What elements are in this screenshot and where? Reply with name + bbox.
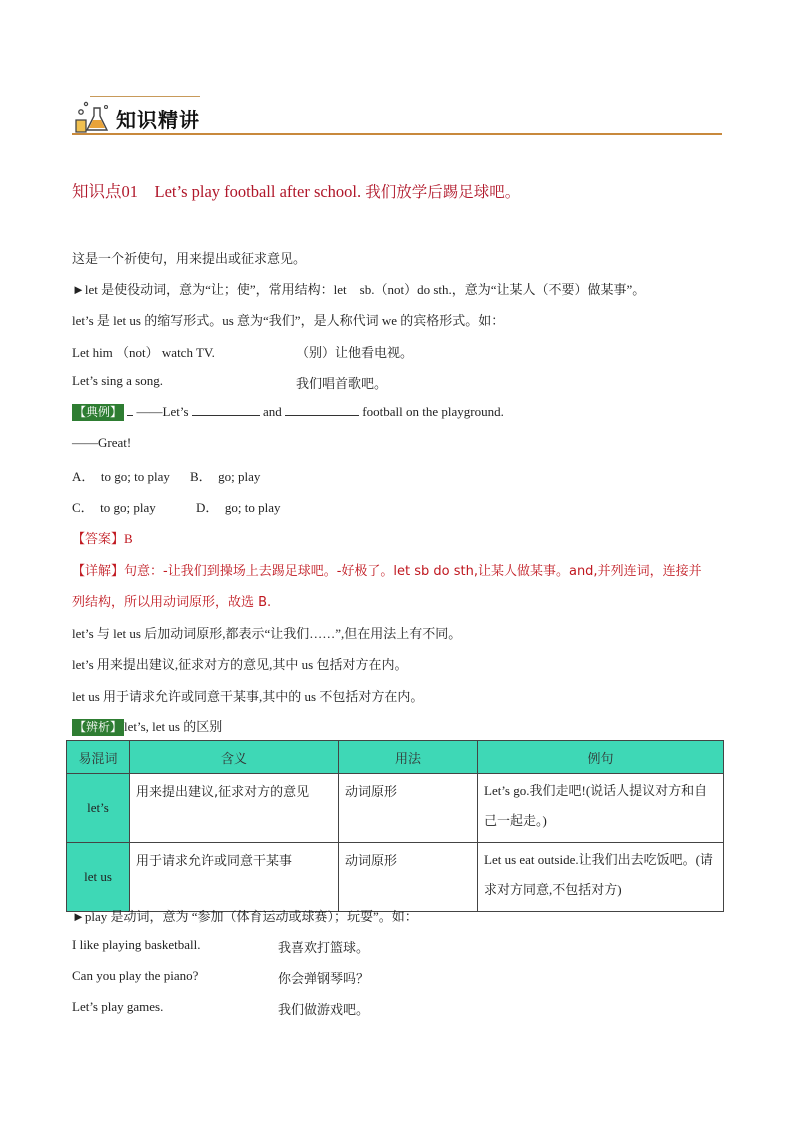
note-line: let’s 用来提出建议,征求对方的意见,其中 us 包括对方在内。 bbox=[72, 657, 408, 672]
answer-blank bbox=[127, 403, 133, 416]
answer-tag: 【答案】 bbox=[72, 532, 125, 547]
option-b bbox=[190, 466, 260, 485]
example-english: Can you play the piano? bbox=[72, 968, 199, 983]
table-cell-meaning: 用来提出建议,征求对方的意见 bbox=[130, 774, 339, 843]
example-chinese: 你会弹钢琴吗？ bbox=[278, 972, 370, 987]
table-header: 易混词 bbox=[67, 741, 130, 774]
example-english: Let’s play games. bbox=[72, 999, 164, 1014]
table-cell-usage: 动词原形 bbox=[339, 843, 478, 912]
header-rule bbox=[72, 133, 722, 135]
example-question bbox=[72, 403, 504, 421]
question-text: football on the playground. bbox=[362, 404, 504, 419]
text-line: 这是一个祈使句，用来提出或征求意见。 bbox=[72, 252, 307, 267]
example-chinese: 我们唱首歌吧。 bbox=[296, 377, 388, 392]
analysis-line bbox=[72, 716, 222, 736]
question-text: ——Let’s bbox=[136, 404, 189, 419]
play-intro: ►play 是动词，意为 “参加（体育运动或球赛）；玩耍”。如： bbox=[72, 909, 418, 924]
analysis-tag: 【辨析】 bbox=[74, 720, 123, 734]
question-reply: ——Great! bbox=[72, 435, 132, 450]
answer-value: B bbox=[124, 531, 133, 546]
detail-tag: 【详解】 bbox=[72, 564, 125, 579]
table-header: 用法 bbox=[339, 741, 478, 774]
table-cell-example: Let us eat outside.让我们出去吃饭吧。(请求对方同意,不包括对方) bbox=[478, 843, 724, 912]
detail-text: 句意：-让我们到操场上去踢足球吧。-好极了。let sb do sth,让某人做某事。and,并列连词，连接并 bbox=[124, 564, 702, 579]
table-header: 含义 bbox=[130, 741, 339, 774]
table-row bbox=[67, 774, 724, 843]
header-top-line bbox=[90, 96, 200, 97]
option-text: to go; play bbox=[100, 500, 156, 515]
section-title: 知识精讲 bbox=[116, 108, 200, 132]
kp-label: 知识点01 bbox=[72, 182, 138, 201]
option-d bbox=[196, 497, 281, 516]
analysis-title: let’s, let us 的区别 bbox=[124, 719, 223, 734]
knowledge-point-title bbox=[72, 178, 520, 202]
option-text: go; play bbox=[218, 469, 261, 484]
table-cell-usage: 动词原形 bbox=[339, 774, 478, 843]
example-english: I like playing basketball. bbox=[72, 937, 201, 952]
detail-line bbox=[72, 560, 702, 579]
table-cell-word: let us bbox=[67, 843, 130, 912]
comparison-table bbox=[66, 740, 724, 912]
example-chinese: （别）让他看电视。 bbox=[296, 346, 414, 361]
lab-flask-icon bbox=[72, 98, 112, 134]
example-tag: 【典例】 bbox=[74, 405, 123, 419]
table-header-row bbox=[67, 741, 724, 774]
table-row bbox=[67, 843, 724, 912]
option-label: A． bbox=[72, 469, 95, 484]
option-text: go; to play bbox=[224, 500, 281, 515]
option-c bbox=[72, 497, 156, 516]
kp-english: Let’s play football after school. bbox=[154, 182, 362, 201]
section-header bbox=[72, 92, 722, 136]
answer-blank bbox=[192, 403, 260, 416]
table-cell-example: Let’s go.我们走吧!(说话人提议对方和自己一起走。) bbox=[478, 774, 724, 843]
option-text: to go; to play bbox=[100, 469, 170, 484]
answer-line bbox=[72, 528, 133, 547]
answer-blank bbox=[285, 403, 359, 416]
example-english: Let’s sing a song. bbox=[72, 373, 163, 388]
note-line: let us 用于请求允许或同意干某事,其中的 us 不包括对方在内。 bbox=[72, 689, 424, 704]
table-cell-word: let’s bbox=[67, 774, 130, 843]
question-text: and bbox=[263, 404, 282, 419]
note-line: let’s 与 let us 后加动词原形,都表示“让我们……”,但在用法上有不同。 bbox=[72, 626, 462, 641]
text-line: let’s 是 let us 的缩写形式。us 意为“我们”，是人称代词 we 的宾格形式。如： bbox=[72, 313, 505, 328]
option-label: B． bbox=[190, 469, 212, 484]
option-a bbox=[72, 466, 170, 485]
detail-text: 列结构，所以用动词原形，故选 B. bbox=[72, 595, 272, 610]
example-chinese: 我们做游戏吧。 bbox=[278, 1003, 370, 1018]
example-chinese: 我喜欢打篮球。 bbox=[278, 941, 370, 956]
table-header: 例句 bbox=[478, 741, 724, 774]
table-cell-meaning: 用于请求允许或同意干某事 bbox=[130, 843, 339, 912]
option-label: C． bbox=[72, 500, 94, 515]
kp-chinese: 我们放学后踢足球吧。 bbox=[365, 183, 521, 201]
option-label: D． bbox=[196, 500, 219, 515]
example-english: Let him （not） watch TV. bbox=[72, 345, 215, 360]
text-line: ►let 是使役动词，意为“让；使”，常用结构：let sb.（not）do sth.，意为“让某人（不要）做某事”。 bbox=[72, 282, 646, 297]
